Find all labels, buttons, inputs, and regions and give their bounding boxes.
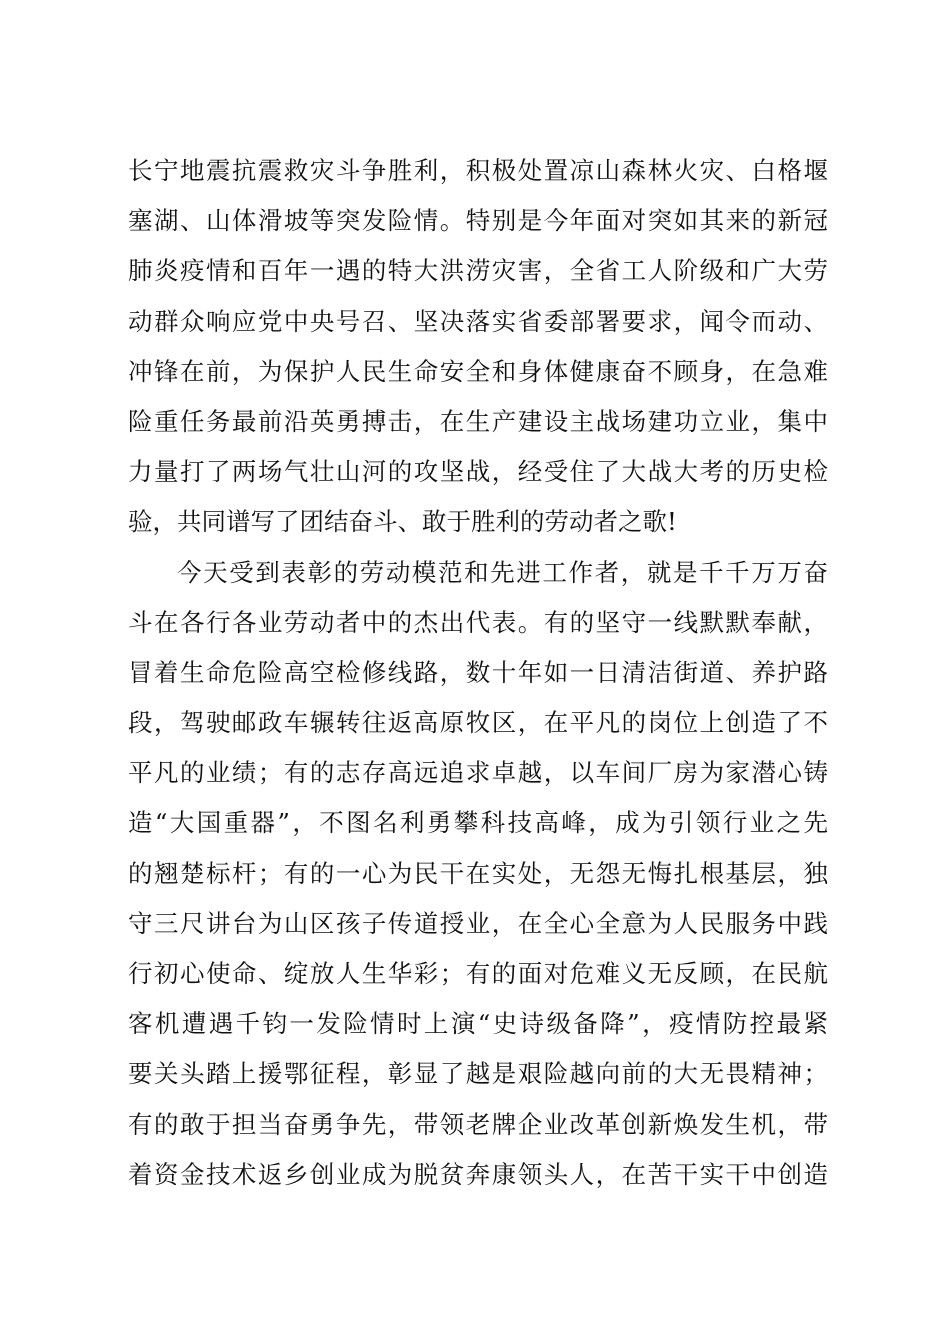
text-line: 验，共同谱写了团结奋斗、敢于胜利的劳动者之歌! bbox=[128, 507, 677, 537]
text-line: 险重任务最前沿英勇搏击，在生产建设主战场建功立业，集中 bbox=[128, 406, 828, 436]
text-line: 行初心使命、绽放人生华彩；有的面对危难义无反顾，在民航 bbox=[128, 959, 828, 988]
text-line: 要关头踏上援鄂征程，彰显了越是艰险越向前的大无畏精神； bbox=[128, 1059, 828, 1089]
text-line: 斗在各行各业劳动者中的杰出代表。有的坚守一线默默奉献， bbox=[128, 607, 828, 637]
text-line: 的翘楚标杆；有的一心为民干在实处，无怨无悔扎根基层，独 bbox=[128, 858, 828, 888]
text-line: 段，驾驶邮政车辗转往返高原牧区，在平凡的岗位上创造了不 bbox=[128, 708, 828, 738]
text-line: 冲锋在前，为保护人民生命安全和身体健康奋不顾身，在急难 bbox=[128, 356, 828, 386]
text-line: 造“大国重器”，不图名利勇攀科技高峰，成为引领行业之先 bbox=[128, 808, 828, 838]
text-line: 今天受到表彰的劳动模范和先进工作者，就是千千万万奋 bbox=[177, 557, 828, 587]
text-line: 平凡的业绩；有的志存高远追求卓越，以车间厂房为家潜心铸 bbox=[128, 758, 828, 788]
body-text bbox=[128, 146, 828, 1200]
text-line: 有的敢于担当奋勇争先，带领老牌企业改革创新焕发生机，带 bbox=[128, 1109, 828, 1139]
text-line: 力量打了两场气壮山河的攻坚战，经受住了大战大考的历史检 bbox=[128, 457, 828, 487]
text-line: 长宁地震抗震救灾斗争胜利，积极处置凉山森林火灾、白格堰 bbox=[128, 156, 828, 185]
text-line: 冒着生命危险高空检修线路，数十年如一日清洁街道、养护路 bbox=[128, 657, 828, 687]
text-line: 守三尺讲台为山区孩子传道授业，在全心全意为人民服务中践 bbox=[128, 908, 828, 938]
text-line: 客机遭遇千钧一发险情时上演“史诗级备降”，疫情防控最紧 bbox=[128, 1009, 828, 1039]
text-line: 着资金技术返乡创业成为脱贫奔康领头人，在苦干实干中创造 bbox=[128, 1159, 828, 1189]
paragraph-2 bbox=[128, 548, 828, 1200]
paragraph-1 bbox=[128, 146, 828, 548]
text-line: 动群众响应党中央号召、坚决落实省委部署要求，闻令而动、 bbox=[128, 306, 828, 336]
text-line: 肺炎疫情和百年一遇的特大洪涝灾害，全省工人阶级和广大劳 bbox=[128, 256, 828, 286]
text-line: 塞湖、山体滑坡等突发险情。特别是今年面对突如其来的新冠 bbox=[128, 206, 828, 236]
